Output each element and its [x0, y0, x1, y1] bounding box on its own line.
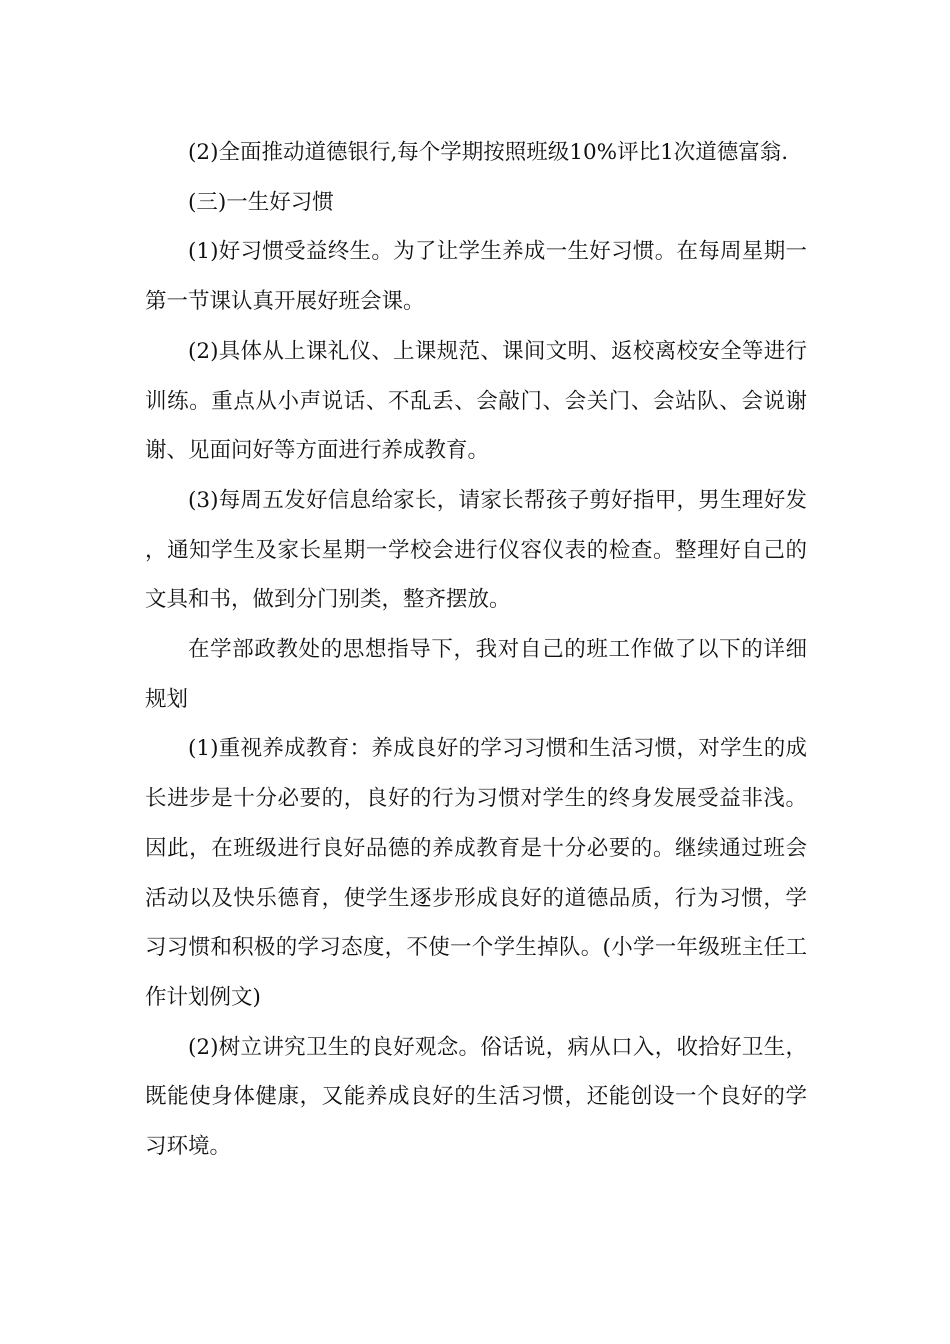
paragraph-moral-bank: (2)全面推动道德银行,每个学期按照班级10%评比1次道德富翁. — [188, 140, 789, 165]
paragraph-plan-1: (1)重视养成教育：养成良好的学习习惯和生活习惯，对学生的成长进步是十分必要的，良好的行为习惯对学生的终身发展受益非浅。因此，在班级进行良好品德的养成教育是十分必要的。继续通过班会活动以及快乐德育，使学生逐步形成良好的道德品质，行为习惯，学习习惯和积极的学习态度，不使一个学生掉队。(小学一年级班主任工作计划例文) — [145, 736, 807, 1010]
paragraph-habit-2: (2)具体从上课礼仪、上课规范、课间文明、返校离校安全等进行训练。重点从小声说话、不乱丢、会敲门、会关门、会站队、会说谢谢、见面问好等方面进行养成教育。 — [145, 338, 807, 464]
paragraph-plan-intro: 在学部政教处的思想指导下，我对自己的班工作做了以下的详细规划 — [145, 637, 807, 712]
document-body — [145, 128, 807, 1172]
paragraph-habit-1: (1)好习惯受益终生。为了让学生养成一生好习惯。在每周星期一第一节课认真开展好班会课。 — [145, 239, 807, 315]
paragraph-habit-3: (3)每周五发好信息给家长，请家长帮孩子剪好指甲，男生理好发，通知学生及家长星期一学校会进行仪容仪表的检查。整理好自己的文具和书，做到分门别类，整齐摆放。 — [145, 487, 807, 613]
section-heading-good-habits: (三)一生好习惯 — [188, 189, 334, 215]
paragraph-plan-2: (2)树立讲究卫生的良好观念。俗话说，病从口入，收拾好卫生，既能使身体健康，又能养成良好的生活习惯，还能创设一个良好的学习环境。 — [145, 1034, 807, 1160]
